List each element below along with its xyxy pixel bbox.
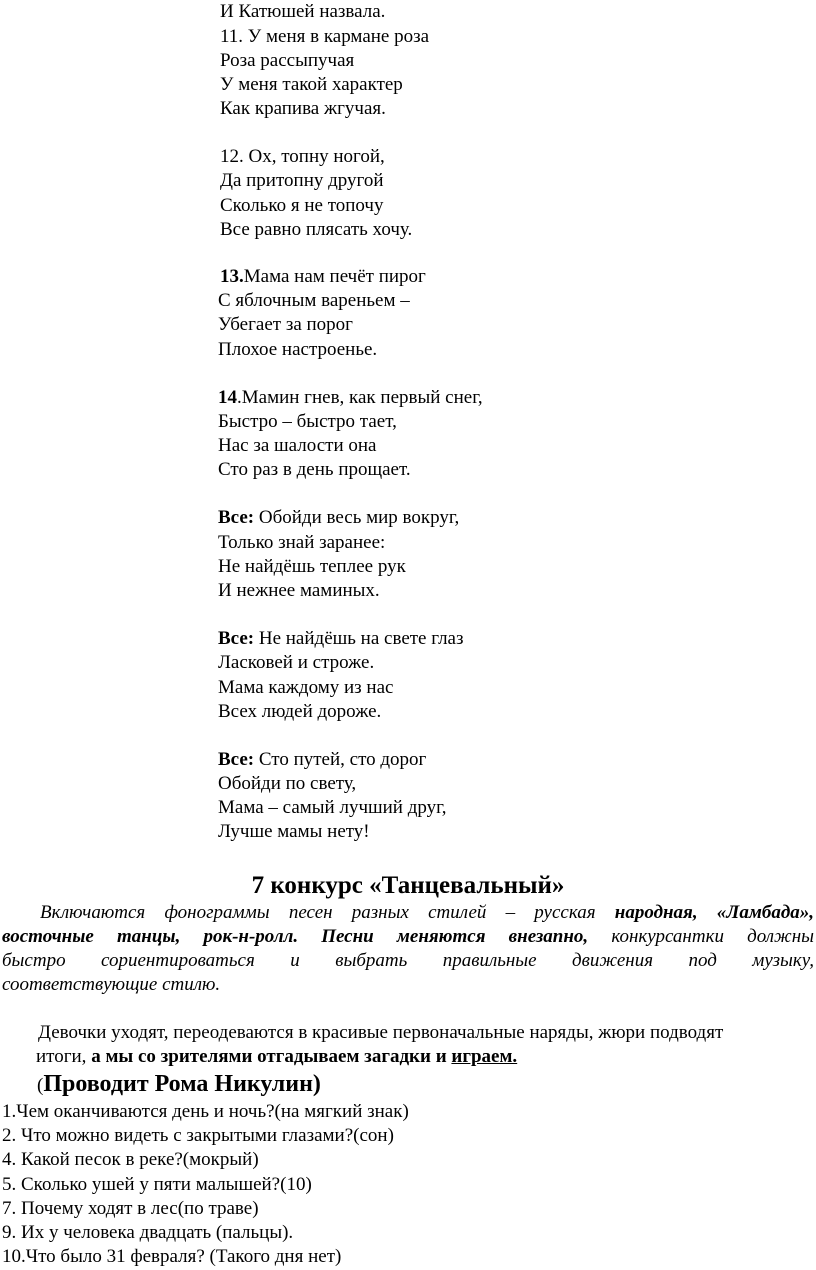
- chorus-line: Мама каждому из нас: [218, 677, 394, 698]
- italic-bold-text: восточные танцы, рок-н-ролл. Песни меняются внезапно,: [2, 926, 589, 947]
- girls-line-2: [36, 1046, 517, 1068]
- chorus-text: Обойди весь мир вокруг,: [254, 507, 460, 528]
- italic-text: Включаются фонограммы песен разных стилей – русская: [40, 902, 615, 923]
- verse-number: 13.: [220, 266, 244, 287]
- chorus-label: Все:: [218, 507, 255, 528]
- chorus-label: Все:: [218, 749, 255, 770]
- italic-line-1: [2, 901, 814, 925]
- chorus-line: Лучше мамы нету!: [218, 821, 370, 842]
- verse-line: Плохое настроенье.: [218, 339, 378, 360]
- poem-line: У меня такой характер: [220, 74, 403, 95]
- riddle-item: 9. Их у человека двадцать (пальцы).: [2, 1222, 294, 1243]
- poem-line: И Катюшей назвала.: [220, 1, 386, 22]
- chorus-line: Только знай заранее:: [218, 532, 386, 553]
- riddle-item: 2. Что можно видеть с закрытыми глазами?(сон): [2, 1125, 394, 1146]
- riddle-item: 4. Какой песок в реке?(мокрый): [2, 1149, 259, 1170]
- italic-text: конкурсантки должны: [588, 926, 814, 947]
- chorus-label: Все:: [218, 628, 255, 649]
- host-line: [37, 1071, 321, 1098]
- host-paren: (: [37, 1075, 44, 1096]
- verse-text: .Мамин гнев, как первый снег,: [237, 387, 483, 408]
- chorus-line: Не найдёшь теплее рук: [218, 556, 406, 577]
- chorus-line: Ласковей и строже.: [218, 652, 375, 673]
- chorus-line: Мама – самый лучший друг,: [218, 797, 447, 818]
- italic-line-3: быстро сориентироваться и выбрать правильные движения под музыку,: [2, 950, 814, 971]
- verse-line: Сто раз в день прощает.: [218, 459, 411, 480]
- chorus-1-first: [218, 507, 459, 529]
- chorus-line: И нежнее маминых.: [218, 580, 380, 601]
- poem-line: Да притопну другой: [220, 170, 384, 191]
- riddle-item: 5. Сколько ушей у пяти малышей?(10): [2, 1174, 312, 1195]
- italic-line-2: [2, 925, 814, 949]
- chorus-3-first: [218, 749, 426, 771]
- riddle-item: 1.Чем оканчиваются день и ночь?(на мягкий знак): [2, 1101, 409, 1122]
- verse-line: Нас за шалости она: [218, 435, 377, 456]
- verse-line: С яблочным вареньем –: [218, 290, 410, 311]
- contest-title: 7 конкурс «Танцевальный»: [251, 872, 565, 899]
- girls-bold-text: а мы со зрителями отгадываем загадки и: [91, 1046, 452, 1067]
- italic-bold-text: народная, «Ламбада»,: [614, 902, 814, 923]
- poem-line: 11. У меня в кармане роза: [220, 26, 430, 47]
- chorus-text: Не найдёшь на свете глаз: [254, 628, 464, 649]
- girls-line-1: Девочки уходят, переодеваются в красивые первоначальные наряды, жюри подводят: [38, 1022, 724, 1043]
- riddle-item: 7. Почему ходят в лес(по траве): [2, 1198, 259, 1219]
- verse-line: Убегает за порог: [218, 314, 353, 335]
- italic-line-4: соответствующие стилю.: [2, 974, 221, 995]
- verse-14-first: [218, 387, 483, 409]
- chorus-text: Сто путей, сто дорог: [254, 749, 427, 770]
- poem-line: 12. Ох, топну ногой,: [220, 146, 385, 167]
- riddle-item: 10.Что было 31 февраля? (Такого дня нет): [2, 1246, 342, 1267]
- verse-text: Мама нам печёт пирог: [243, 266, 426, 287]
- girls-text: итоги,: [36, 1046, 92, 1067]
- host-text: Проводит Рома Никулин): [43, 1071, 321, 1097]
- verse-line: Быстро – быстро тает,: [218, 411, 397, 432]
- poem-line: Как крапива жгучая.: [220, 98, 386, 119]
- chorus-line: Обойди по свету,: [218, 773, 357, 794]
- poem-line: Сколько я не топочу: [220, 195, 384, 216]
- poem-line: Все равно плясать хочу.: [220, 219, 413, 240]
- verse-13-first: [220, 266, 426, 288]
- chorus-2-first: [218, 628, 464, 650]
- verse-number: 14: [218, 387, 237, 408]
- girls-underlined-text: играем.: [451, 1046, 518, 1067]
- chorus-line: Всех людей дороже.: [218, 701, 382, 722]
- poem-line: Роза рассыпучая: [220, 50, 355, 71]
